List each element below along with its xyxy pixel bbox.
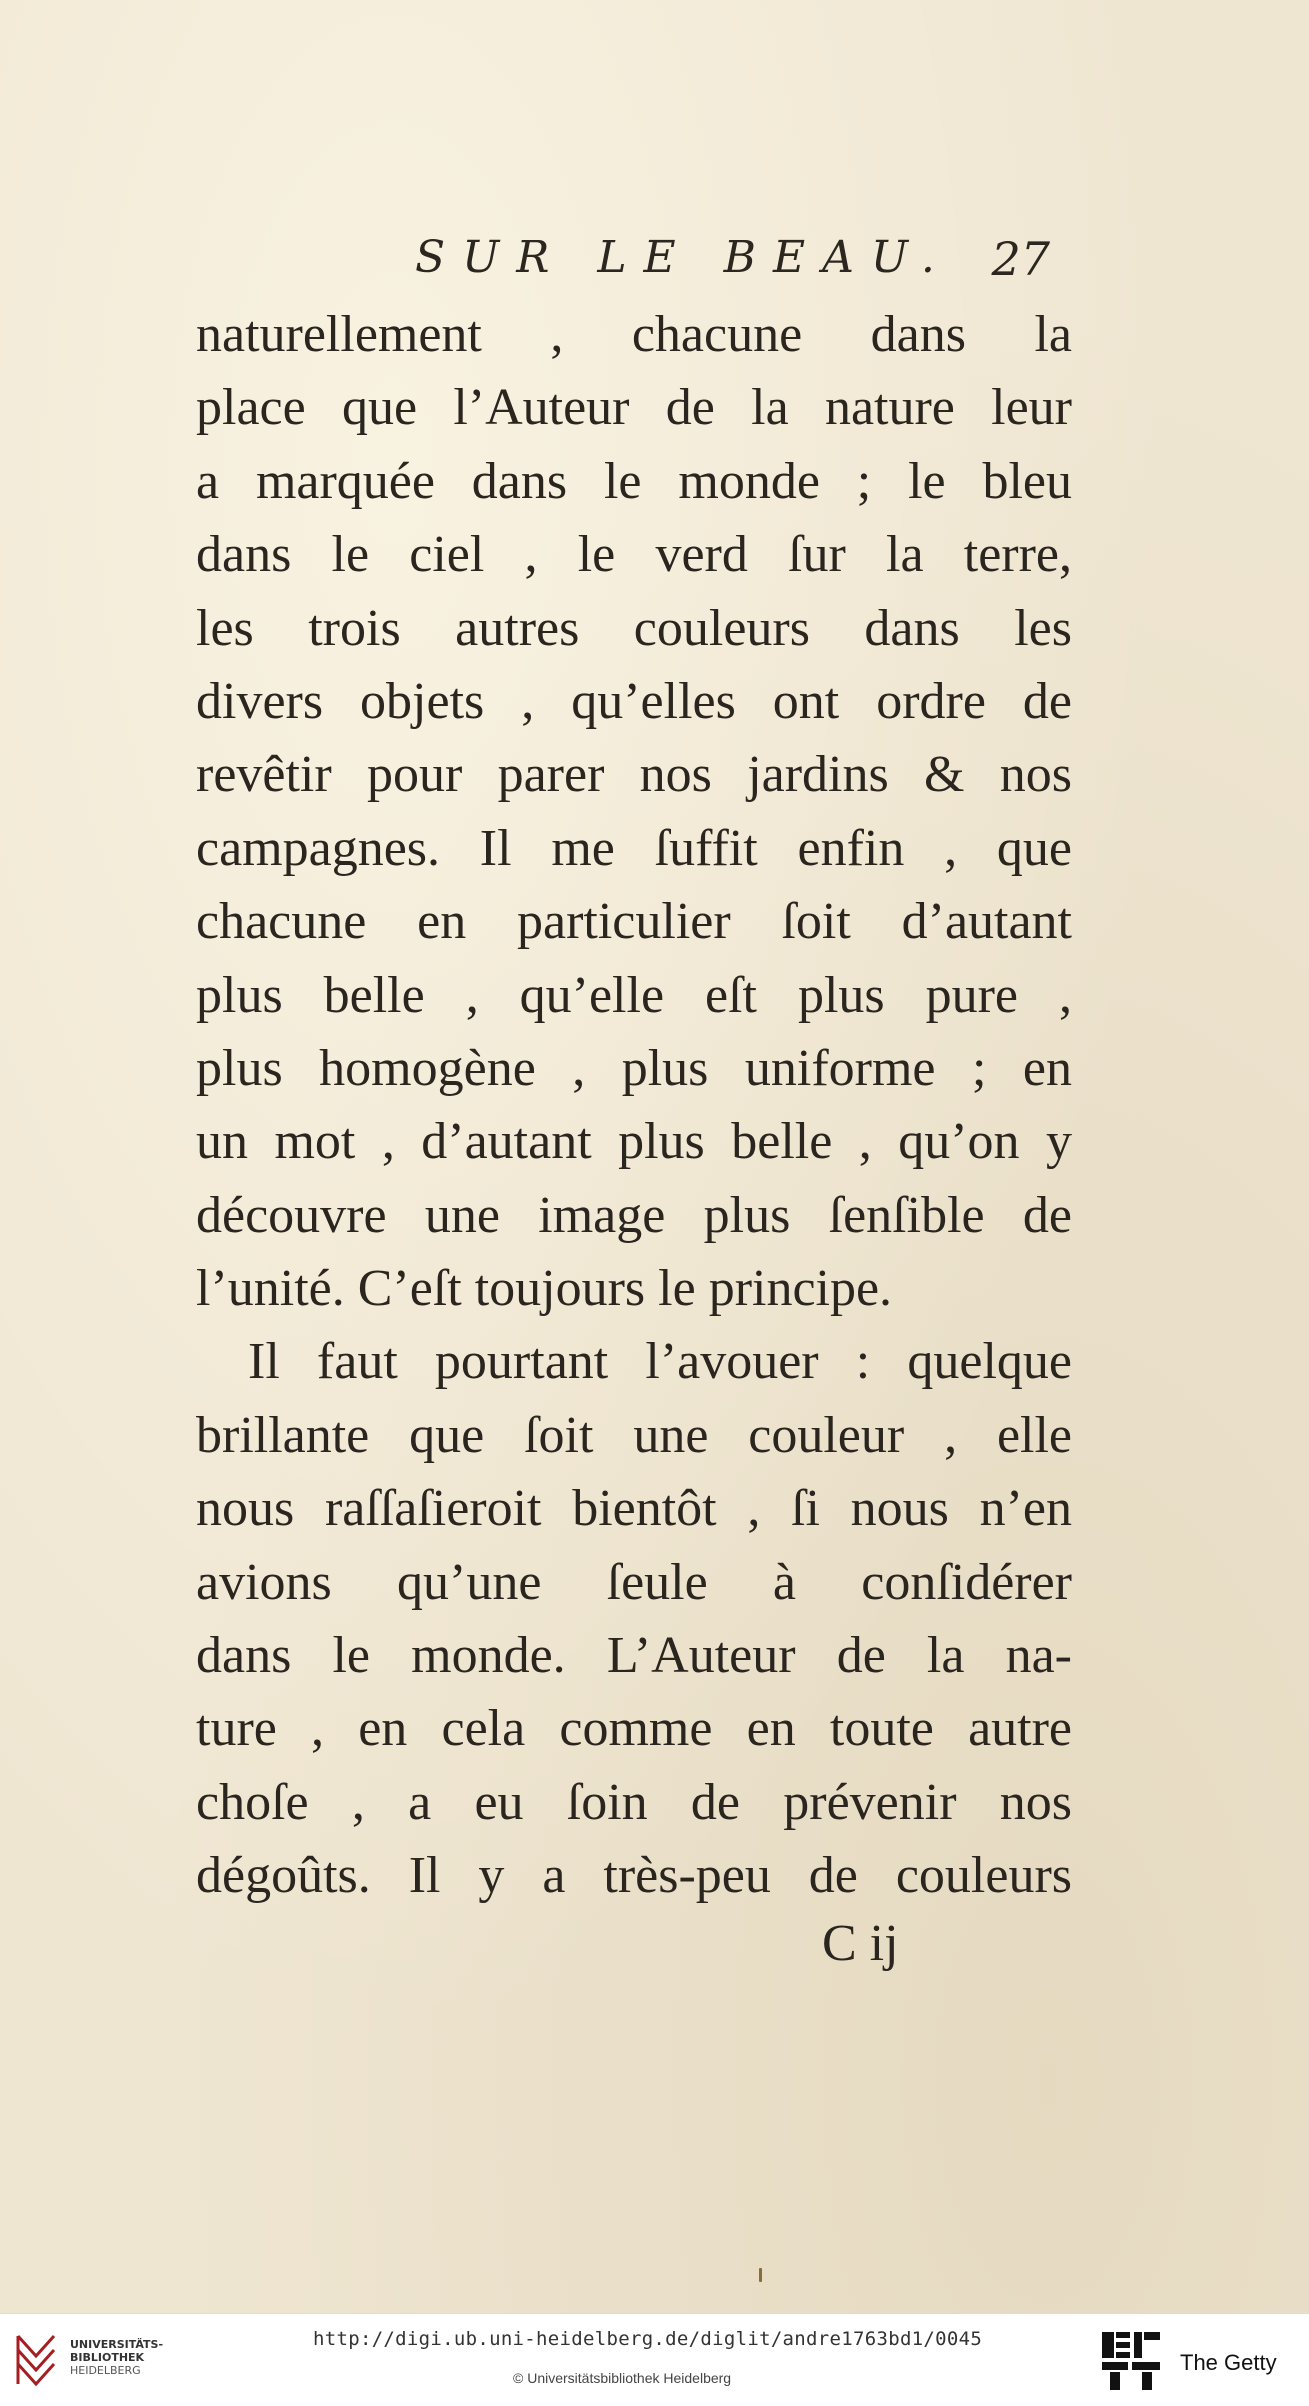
text-line: les trois autres couleurs dans les <box>196 599 1072 657</box>
body-text <box>196 298 1072 1913</box>
library-name-line1: UNIVERSITÄTS- <box>70 2338 164 2351</box>
text-line: nous raſſaſieroit bientôt , ſi nous n’en <box>196 1480 1072 1538</box>
text-line: place que l’Auteur de la nature leur <box>196 379 1072 437</box>
library-name <box>70 2338 163 2377</box>
text-line: a marquée dans le monde ; le bleu <box>196 452 1072 510</box>
running-head-title: SUR LE BEAU. <box>415 232 952 283</box>
text-line: l’unité. C’eſt toujours le principe. <box>196 1260 893 1318</box>
page-number: 27 <box>991 232 1050 286</box>
text-line: brillante que ſoit une couleur , elle <box>196 1406 1072 1464</box>
signature-mark: C ij <box>822 1915 899 1972</box>
text-line: naturellement , chacune dans la <box>196 306 1072 363</box>
footer-bar <box>0 2313 1309 2406</box>
text-line: plus belle , qu’elle eſt plus pure , <box>196 966 1072 1024</box>
text-line: découvre une image plus ſenſible de <box>196 1186 1072 1244</box>
permalink-url[interactable]: http://digi.ub.uni-heidelberg.de/diglit/andre1763bd1/0045 <box>313 2328 983 2350</box>
paper-speck <box>759 2268 762 2282</box>
running-head <box>415 232 1095 292</box>
getty-mark-icon <box>1100 2330 1162 2392</box>
text-line: chacune en particulier ſoit d’autant <box>196 893 1072 951</box>
copyright-notice: © Universitätsbibliothek Heidelberg <box>513 2370 732 2386</box>
library-seal-icon <box>12 2328 60 2392</box>
text-line: avions qu’une ſeule à conſidérer <box>196 1553 1072 1611</box>
text-line: dans le ciel , le verd ſur la terre, <box>196 526 1072 584</box>
getty-logo[interactable] <box>1100 2330 1300 2390</box>
text-line: campagnes. Il me ſuffit enfin , que <box>196 819 1072 877</box>
partner-name: The Getty <box>1180 2350 1277 2375</box>
text-line: un mot , d’autant plus belle , qu’on y <box>196 1113 1072 1171</box>
paragraph-start-line: Il faut pourtant l’avouer : quelque <box>248 1333 1072 1391</box>
text-line: dégoûts. Il y a très-peu de couleurs <box>196 1847 1072 1905</box>
text-line: plus homogène , plus uniforme ; en <box>196 1039 1072 1097</box>
text-line: ture , en cela comme en toute autre <box>196 1700 1072 1758</box>
text-line: choſe , a eu ſoin de prévenir nos <box>196 1773 1072 1831</box>
library-name-line2: BIBLIOTHEK <box>70 2351 145 2364</box>
library-name-line3: HEIDELBERG <box>70 2364 141 2377</box>
text-line: divers objets , qu’elles ont ordre de <box>196 672 1072 730</box>
text-line: revêtir pour parer nos jardins & nos <box>196 746 1072 804</box>
text-line: dans le monde. L’Auteur de la na- <box>196 1627 1072 1685</box>
library-logo[interactable] <box>12 2328 162 2392</box>
